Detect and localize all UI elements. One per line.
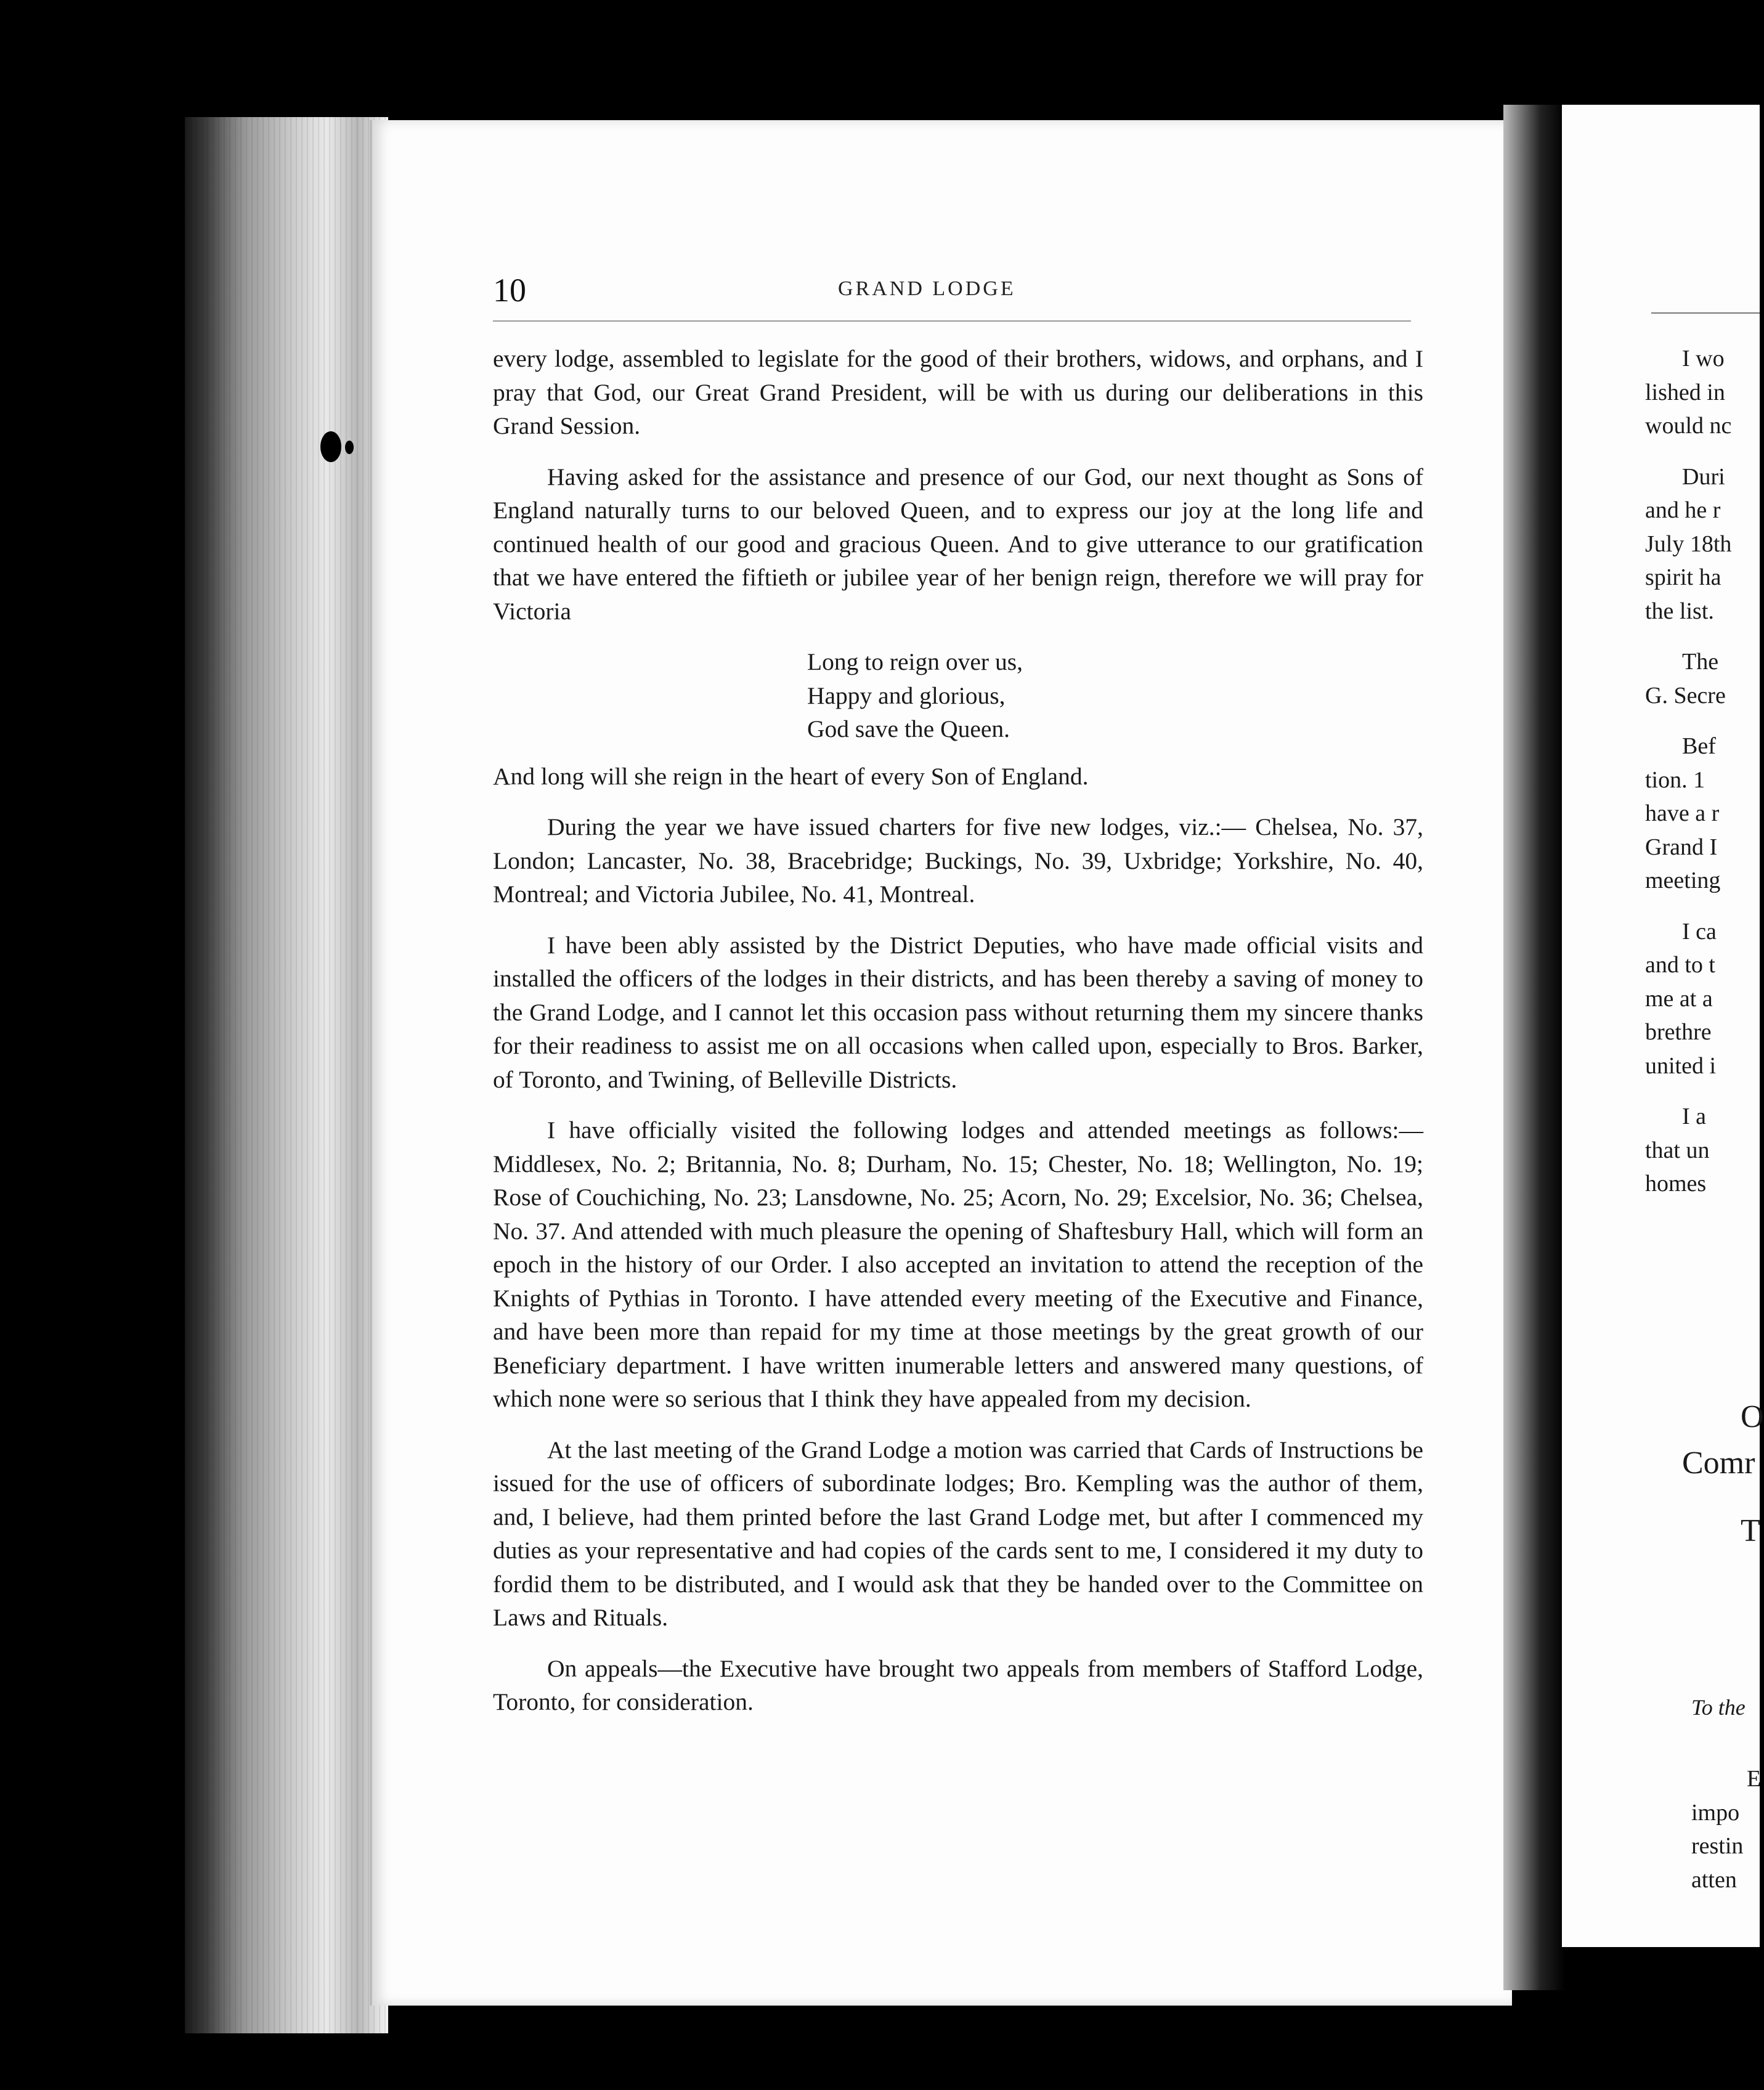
page-header [493,271,1411,322]
paragraph-reign: And long will she reign in the heart of every Son of England. [493,762,1089,790]
right-line: G. Secre [1645,682,1726,709]
right-line: Duri [1682,463,1725,490]
right-line: atten [1691,1866,1737,1893]
right-line: and to t [1645,952,1715,978]
right-line: I ca [1682,918,1717,945]
verse-line: Long to reign over us, [807,648,1023,675]
right-page-heading-2: Comr [1682,1446,1755,1481]
right-line: Bef [1682,733,1716,759]
right-line: homes [1645,1171,1707,1197]
right-line: and he r [1645,497,1721,523]
page-number: 10 [493,272,526,309]
verse [807,645,1423,746]
right-page-heading-1: O [1741,1399,1764,1434]
paragraph-charters: During the year we have issued charters for five new lodges, viz.:— Chelsea, No. 37, London; Lancaster, No. 38, Bracebridge; Buckings, No. 39, Uxbridge; Yorkshire, No. 40, Montreal; and Victoria Jubilee, No. 41, Montreal. [493,813,1423,908]
right-line: me at a [1645,985,1713,1012]
right-page-heading-3: T [1741,1513,1760,1548]
right-line: impo [1691,1799,1740,1826]
right-line: Grand I [1645,834,1718,860]
right-line: spirit ha [1645,564,1721,590]
right-line: July 18th [1645,531,1732,557]
verse-line: Happy and glorious, [807,681,1006,709]
right-line: I wo [1682,346,1725,372]
right-line: I a [1682,1104,1707,1129]
verse-line: God save the Queen. [807,715,1010,742]
right-page-salutation: To the [1691,1695,1746,1720]
right-line: meeting [1645,868,1721,893]
paragraph-appeals: On appeals—the Executive have brought two appeals from members of Stafford Lodge, Toronto, for consideration. [493,1654,1423,1715]
book-page-edge-lines [185,117,388,2033]
right-line: would nc [1645,413,1732,439]
paragraph-cards: At the last meeting of the Grand Lodge a motion was carried that Cards of Instructions be issued for the use of officers of subordinate lodges; Bro. Kempling was the author of them, and, I believe, had them printed before the last Grand Lodge met, but after I commenced my duties as your representative and had copies of the cards sent to me, I considered it my duty to fordid them to be distributed, and I would ask that they be handed over to the Committee on Laws and Rituals. [493,1436,1423,1631]
page-body [493,342,1423,1736]
paragraph-queen: Having asked for the assistance and presence of our God, our next thought as Sons of England naturally turns to our beloved Queen, and to express our joy at the long life and continued health of our good and gracious Queen. And to give utterance to our gratification that we have entered the fiftieth or jubilee year of her benign reign, therefore we will pray for Victoria [493,463,1423,625]
right-line: have a r [1645,800,1720,826]
binding-hole-mark-small [345,441,354,454]
right-line: tion. 1 [1645,766,1705,793]
binding-hole-mark [320,431,341,462]
paragraph-visits: I have officially visited the following lodges and attended meetings as follows:—Middlesex, No. 2; Britannia, No. 8; Durham, No. 15; Chester, No. 18; Wellington, No. 19; Rose of Couchiching, No. 23; Lansdowne, No. 25; Acorn, No. 29; Excelsior, No. 36; Chelsea, No. 37. And attended with much pleasure the opening of Shaftesbury Hall, which will form an epoch in the history of our Order. I also accepted an invitation to attend the reception of the Knights of Pythias in Toronto. I have attended every meeting of the Executive and Finance, and have been more than repaid for my time at those meetings by the great growth of our Beneficiary department. I have written inumerable letters and answered many questions, of which none were so serious that I think they have appealed from my decision. [493,1116,1423,1412]
right-line: that un [1645,1137,1710,1163]
right-line: The [1682,649,1719,675]
paragraph-continuation: every lodge, assembled to legislate for the good of their brothers, widows, and orphans, and I pray that God, our Great Grand President, will be with us during our deliberations in this Grand Session. [493,345,1423,439]
right-line: the list. [1645,598,1714,624]
right-line: restin [1691,1833,1744,1859]
right-line: united i [1645,1052,1717,1079]
right-line: E [1747,1766,1762,1792]
right-page-text [1645,342,1760,1201]
right-page-bottom-text [1691,1762,1760,1897]
paragraph-deputies: I have been ably assisted by the District Deputies, who have made official visits and installed the officers of the lodges in their districts, and has been thereby a saving of money to the Grand Lodge, and I cannot let this occasion pass without returning them my sincere thanks for their readiness to assist me on all occasions when called upon, especially to Bros. Barker, of Toronto, and Twining, of Belleville Districts. [493,931,1423,1093]
right-line: lished in [1645,379,1725,405]
right-page-header-rule [1651,312,1760,314]
running-head: GRAND LODGE [838,277,1016,300]
right-line: brethre [1645,1019,1712,1045]
book-gutter [1503,105,1565,1990]
